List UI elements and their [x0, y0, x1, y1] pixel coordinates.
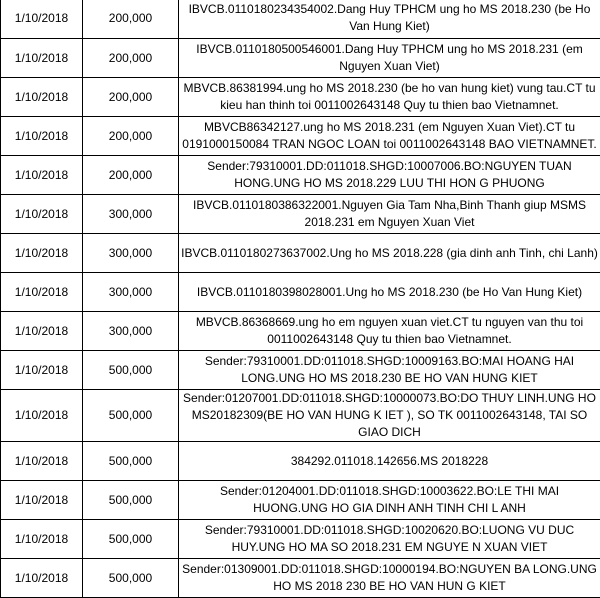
- description-cell: Sender:01309001.DD:011018.SHGD:10000194.BO:NGUYEN BA LONG.UNG HO MS 2018 230 BE HO VAN HUN G KIET: [179, 559, 600, 598]
- description-cell: MBVCB86342127.ung ho MS 2018.231 (em Nguyen Xuan Viet).CT tu 0191000150084 TRAN NGOC LOAN toi 0011002643148 BAO VIETNAMNET.: [179, 117, 600, 156]
- amount-cell: 500,000: [83, 442, 179, 481]
- date-cell: 1/10/2018: [1, 559, 83, 598]
- table-row: [1, 117, 600, 156]
- amount-cell: 500,000: [83, 390, 179, 442]
- amount-cell: 500,000: [83, 559, 179, 598]
- date-cell: 1/10/2018: [1, 234, 83, 273]
- amount-cell: 500,000: [83, 520, 179, 559]
- amount-cell: 200,000: [83, 78, 179, 117]
- amount-cell: 500,000: [83, 351, 179, 390]
- amount-cell: 200,000: [83, 39, 179, 78]
- table-row: [1, 442, 600, 481]
- table-row: [1, 195, 600, 234]
- date-cell: 1/10/2018: [1, 78, 83, 117]
- table-row: [1, 481, 600, 520]
- description-cell: MBVCB.86381994.ung ho MS 2018.230 (be ho van hung kiet) vung tau.CT tu kieu han thinh toi 0011002643148 Quy tu thien bao Vietnamnet.: [179, 78, 600, 117]
- date-cell: 1/10/2018: [1, 195, 83, 234]
- description-cell: IBVCB.0110180500546001.Dang Huy TPHCM ung ho MS 2018.231 (em Nguyen Xuan Viet): [179, 39, 600, 78]
- date-cell: 1/10/2018: [1, 481, 83, 520]
- amount-cell: 200,000: [83, 117, 179, 156]
- table-row: [1, 39, 600, 78]
- description-cell: Sender:01204001.DD:011018.SHGD:10003622.BO:LE THI MAI HUONG.UNG HO GIA DINH ANH TINH CHI L ANH: [179, 481, 600, 520]
- description-cell: 384292.011018.142656.MS 2018228: [179, 442, 600, 481]
- date-cell: 1/10/2018: [1, 312, 83, 351]
- description-cell: IBVCB.0110180386322001.Nguyen Gia Tam Nha,Binh Thanh giup MSMS 2018.231 em Nguyen Xuan Viet: [179, 195, 600, 234]
- table-row: [1, 234, 600, 273]
- table-row: [1, 390, 600, 442]
- table-row: [1, 351, 600, 390]
- table-row: [1, 520, 600, 559]
- date-cell: 1/10/2018: [1, 273, 83, 312]
- table-row: [1, 559, 600, 598]
- table-row: [1, 78, 600, 117]
- date-cell: 1/10/2018: [1, 390, 83, 442]
- description-cell: Sender:01207001.DD:011018.SHGD:10000073.BO:DO THUY LINH.UNG HO MS20182309(BE HO VAN HUNG K IET ), SO TK 0011002643148, TAI SO GIAO DICH: [179, 390, 600, 442]
- amount-cell: 500,000: [83, 481, 179, 520]
- amount-cell: 300,000: [83, 234, 179, 273]
- amount-cell: 300,000: [83, 273, 179, 312]
- date-cell: 1/10/2018: [1, 442, 83, 481]
- amount-cell: 200,000: [83, 0, 179, 39]
- description-cell: Sender:79310001.DD:011018.SHGD:10009163.BO:MAI HOANG HAI LONG.UNG HO MS 2018.230 BE HO VAN HUNG KIET: [179, 351, 600, 390]
- description-cell: MBVCB.86368669.ung ho em nguyen xuan viet.CT tu nguyen van thu toi 0011002643148 Quy tu thien bao Vietnamnet.: [179, 312, 600, 351]
- table-row: [1, 0, 600, 39]
- amount-cell: 300,000: [83, 195, 179, 234]
- table-row: [1, 312, 600, 351]
- date-cell: 1/10/2018: [1, 520, 83, 559]
- description-cell: IBVCB.0110180273637002.Ung ho MS 2018.228 (gia dinh anh Tinh, chi Lanh): [179, 234, 600, 273]
- date-cell: 1/10/2018: [1, 0, 83, 39]
- description-cell: Sender:79310001.DD:011018.SHGD:10007006.BO:NGUYEN TUAN HONG.UNG HO MS 2018.229 LUU THI HON G PHUONG: [179, 156, 600, 195]
- table-row: [1, 273, 600, 312]
- description-cell: IBVCB.0110180398028001.Ung ho MS 2018.230 (be Ho Van Hung Kiet): [179, 273, 600, 312]
- date-cell: 1/10/2018: [1, 351, 83, 390]
- date-cell: 1/10/2018: [1, 117, 83, 156]
- table-row: [1, 156, 600, 195]
- description-cell: IBVCB.0110180234354002.Dang Huy TPHCM ung ho MS 2018.230 (be Ho Van Hung Kiet): [179, 0, 600, 39]
- amount-cell: 200,000: [83, 156, 179, 195]
- date-cell: 1/10/2018: [1, 39, 83, 78]
- description-cell: Sender:79310001.DD:011018.SHGD:10020620.BO:LUONG VU DUC HUY.UNG HO MA SO 2018.231 EM NGUYE N XUAN VIET: [179, 520, 600, 559]
- date-cell: 1/10/2018: [1, 156, 83, 195]
- amount-cell: 300,000: [83, 312, 179, 351]
